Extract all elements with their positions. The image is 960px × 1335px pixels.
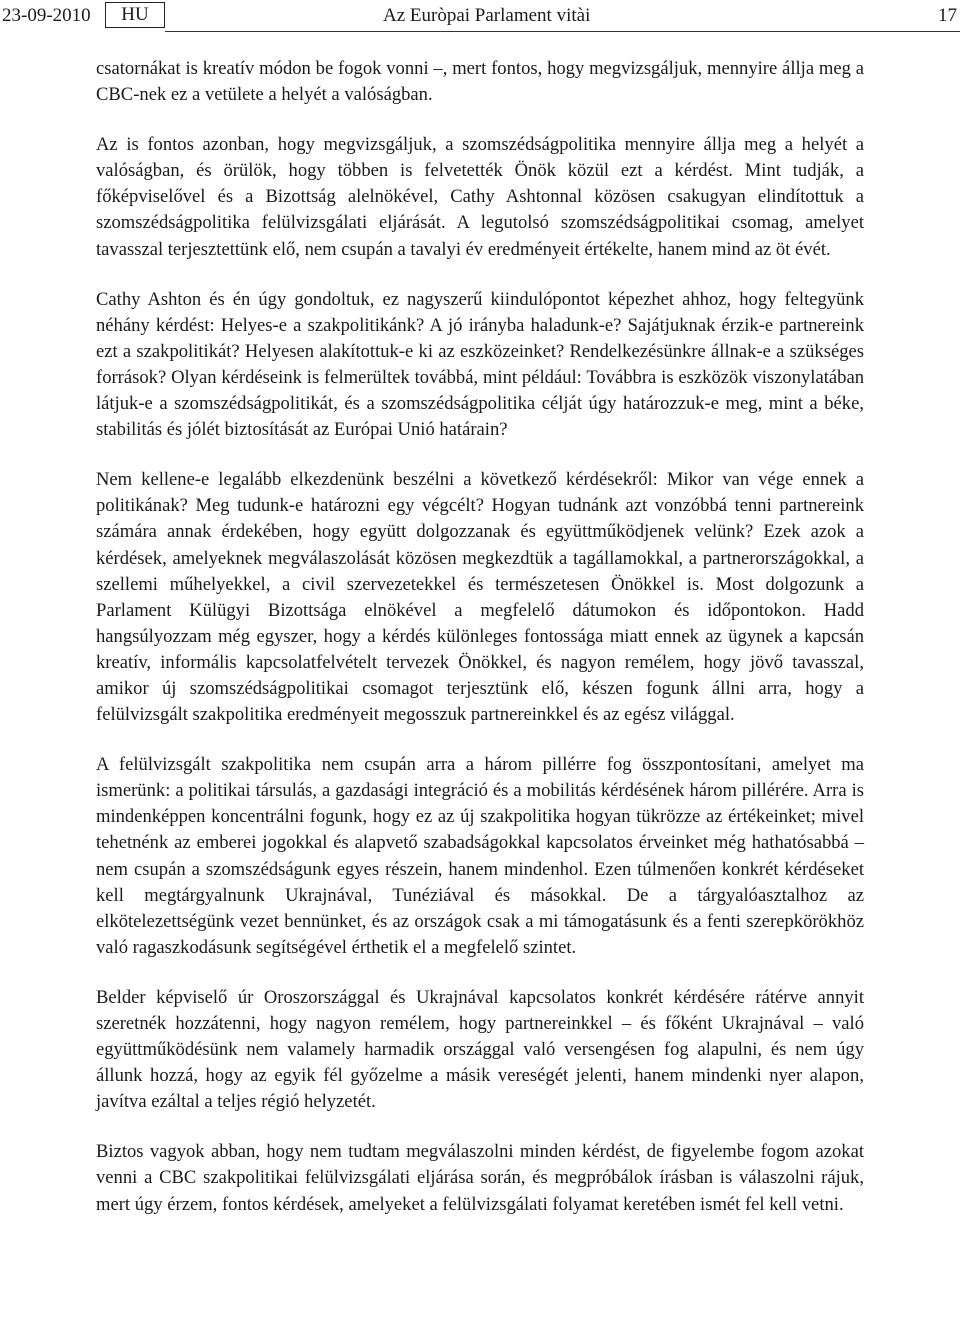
- paragraph: Belder képviselő úr Oroszországgal és Ukrajnával kapcsolatos konkrét kérdésére rátérve annyit szeretnék hozzátenni, hogy nagyon remélem, hogy partnereinkkel – és főként Ukrajnával – való együttműködésünk nem valamely harmadik országgal való versengésen fog alapulni, és nem úgy állunk hozzá, hogy az egyik fél győzelme a másik vereségét jelenti, hanem mindenki nyer alapon, javítva ezáltal a teljes régió helyzetét.: [96, 986, 864, 1113]
- paragraph: Az is fontos azonban, hogy megvizsgáljuk, a szomszédságpolitika mennyire állja meg a helyét a valóságban, és örülök, hogy többen is felvetették Önök közül ezt a kérdést. Mint tudják, a főképviselővel és a Bizottság alelnökével, Cathy Ashtonnal közösen csakugyan elindítottuk a szomszédságpolitika felülvizsgálati eljárását. A legutolsó szomszédságpolitikai csomag, amelyet tavasszal terjesztettünk elő, nem csupán a tavalyi év eredményeit értékelte, hanem mind az öt évét.: [96, 134, 864, 260]
- language-badge: HU: [105, 2, 165, 28]
- paragraph: csatornákat is kreatív módon be fogok vonni –, mert fontos, hogy megvizsgáljuk, mennyire állja meg a CBC-nek ez a vetülete a helyét a valóságban.: [96, 58, 864, 106]
- header-rule: [165, 31, 960, 32]
- paragraph: Nem kellene-e legalább elkezdenünk beszélni a következő kérdésekről: Mikor van vége ennek a politikának? Meg tudunk-e határozni egy végcélt? Hogyan tudnánk azt vonzóbbá tenni partnereink számára annak érdekében, hogy együtt dolgozzanak és együttműködjenek velünk? Ezek azok a kérdések, amelyeknek megválaszolását közösen megkezdtük a tagállamokkal, a partnerországokkal, a szellemi műhelyekkel, a civil szervezetekkel és természetesen Önökkel is. Most dolgozunk a Parlament Külügyi Bizottsága elnökével a megfelelő dátumokon és időpontokon. Hadd hangsúlyozzam még egyszer, hogy a kérdés különleges fontossága miatt ennek az ügynek a kapcsán kreatív, informális kapcsolatfelvételt tervezek Önökkel, és nagyon remélem, hogy jövő tavasszal, amikor új szomszédságpolitikai csomagot terjesztünk elő, készen fogunk állni arra, hogy a felülvizsgált szakpolitika eredményeit megosszuk partnereinkkel és az egész világgal.: [96, 469, 864, 726]
- page-header: [0, 0, 960, 34]
- paragraph: Biztos vagyok abban, hogy nem tudtam megválaszolni minden kérdést, de figyelembe fogom azokat venni a CBC szakpolitikai felülvizsgálati eljárása során, és megpróbálok írásban is válaszolni rájuk, mert úgy érzem, fontos kérdések, amelyeket a felülvizsgálati folyamat keretében ismét fel kell vetni.: [96, 1141, 864, 1215]
- document-body: [96, 56, 864, 1242]
- paragraph: Cathy Ashton és én úgy gondoltuk, ez nagyszerű kiindulópontot képezhet ahhoz, hogy feltegyünk néhány kérdést: Helyes-e a szakpolitikánk? A jó irányba haladunk-e? Sajátjuknak érzik-e partnereink ezt a szakpolitikát? Helyesen alakítottuk-e ki az eszközeinket? Rendelkezésünkre állnak-e a szükséges források? Olyan kérdéseink is felmerültek továbbá, mint például: Továbbra is eszközök viszonylatában látjuk-e a szomszédságpolitikát, és a szomszédságpolitika célját úgy határozzuk-e meg, mint a béke, stabilitás és jólét biztosítását az Európai Unió határain?: [96, 288, 864, 441]
- page-number: 17: [938, 5, 957, 26]
- header-date: 23-09-2010: [2, 5, 91, 26]
- paragraph: A felülvizsgált szakpolitika nem csupán arra a három pillérre fog összpontosítani, amelyet ma ismerünk: a politikai társulás, a gazdasági integráció és a mobilitás kérdésének három pillérére. Arra is mindenképpen koncentrálni fogunk, hogy ez az új szakpolitika hogyan tükrözze az értékeinket; mivel tehetnénk az emberei jogokkal és alapvető szabadságokkal kapcsolatos érveinket még hathatósabbá – nem csupán a szomszédságunk egyes részein, hanem mindenhol. Ezen túlmenően konkrét kérdéseket kell megtárgyalnunk Ukrajnával, Tunéziával és másokkal. De a tárgyalóasztalhoz az elkötelezettségünk vezet bennünket, és az országok csak a mi támogatásunk és a fenti szerepkörökhöz való ragaszkodásunk segítségével érthetik el a megfelelő szintet.: [96, 754, 864, 958]
- header-title: Az Euròpai Parlament vitài: [383, 5, 591, 26]
